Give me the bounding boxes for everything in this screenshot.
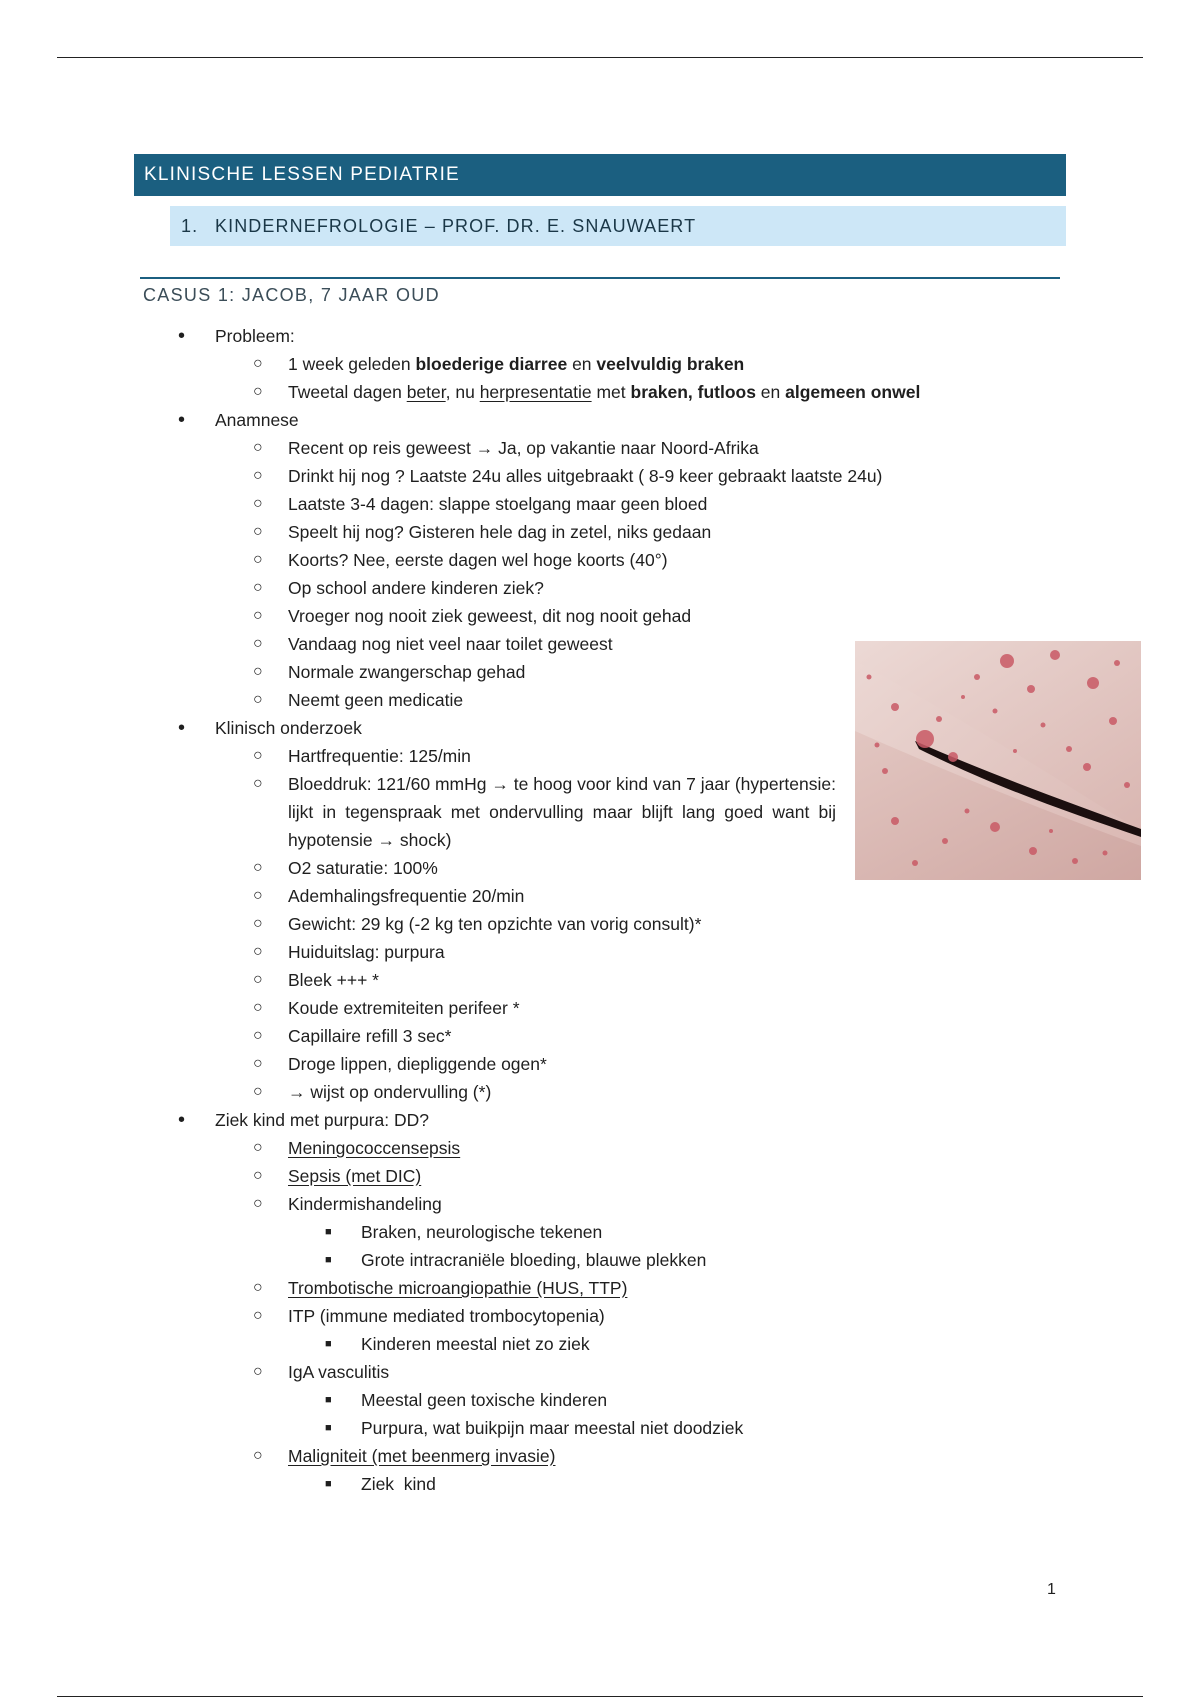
circle-bullet-icon: ○ xyxy=(253,551,263,568)
square-bullet-icon: ■ xyxy=(325,1226,332,1238)
page-bottom-rule xyxy=(57,1696,1143,1697)
circle-bullet-icon: ○ xyxy=(253,439,263,456)
page-top-rule xyxy=(57,57,1143,58)
section-number: 1. xyxy=(181,216,199,236)
bullet-icon: • xyxy=(178,1109,186,1131)
circle-bullet-icon: ○ xyxy=(253,859,263,876)
bullet-icon: • xyxy=(178,409,186,431)
square-bullet-icon: ■ xyxy=(325,1394,332,1406)
circle-bullet-icon: ○ xyxy=(253,495,263,512)
circle-bullet-icon: ○ xyxy=(253,579,263,596)
circle-bullet-icon: ○ xyxy=(253,467,263,484)
circle-bullet-icon: ○ xyxy=(253,1363,263,1380)
circle-bullet-icon: ○ xyxy=(253,607,263,624)
circle-bullet-icon: ○ xyxy=(253,1307,263,1324)
square-bullet-icon: ■ xyxy=(325,1422,332,1434)
circle-bullet-icon: ○ xyxy=(253,1195,263,1212)
circle-bullet-icon: ○ xyxy=(253,999,263,1016)
circle-bullet-icon: ○ xyxy=(253,1083,263,1100)
circle-bullet-icon: ○ xyxy=(253,1027,263,1044)
circle-bullet-icon: ○ xyxy=(253,887,263,904)
section-heading xyxy=(170,206,1066,246)
square-bullet-icon: ■ xyxy=(325,1338,332,1350)
circle-bullet-icon: ○ xyxy=(253,1139,263,1156)
circle-bullet-icon: ○ xyxy=(253,355,263,372)
case-heading-rule xyxy=(140,277,1060,279)
bullet-icon: • xyxy=(178,325,186,347)
circle-bullet-icon: ○ xyxy=(253,971,263,988)
circle-bullet-icon: ○ xyxy=(253,1279,263,1296)
circle-bullet-icon: ○ xyxy=(253,523,263,540)
circle-bullet-icon: ○ xyxy=(253,635,263,652)
purpura-photo-drawing xyxy=(855,641,1141,880)
bloeddruk-paragraph: Bloeddruk: 121/60 mmHg → te hoog voor kind van 7 jaar (hypertensie: lijkt in tegenspraak met ondervulling maar blijft lang goed want bij hypotensie → shock) xyxy=(288,774,836,850)
case-title: CASUS 1: JACOB, 7 JAAR OUD xyxy=(143,285,440,305)
circle-bullet-icon: ○ xyxy=(253,691,263,708)
circle-bullet-icon: ○ xyxy=(253,1055,263,1072)
circle-bullet-icon: ○ xyxy=(253,775,263,792)
circle-bullet-icon: ○ xyxy=(253,1447,263,1464)
circle-bullet-icon: ○ xyxy=(253,915,263,932)
page-number: 1 xyxy=(1047,1581,1056,1598)
bullet-icon: • xyxy=(178,717,186,739)
section-title: KINDERNEFROLOGIE – PROF. DR. E. SNAUWAERT xyxy=(215,216,697,236)
document-title: KLINISCHE LESSEN PEDIATRIE xyxy=(134,154,1066,196)
circle-bullet-icon: ○ xyxy=(253,747,263,764)
circle-bullet-icon: ○ xyxy=(253,383,263,400)
circle-bullet-icon: ○ xyxy=(253,943,263,960)
purpura-skin-photo xyxy=(855,641,1141,880)
circle-bullet-icon: ○ xyxy=(253,663,263,680)
square-bullet-icon: ■ xyxy=(325,1254,332,1266)
circle-bullet-icon: ○ xyxy=(253,1167,263,1184)
square-bullet-icon: ■ xyxy=(325,1478,332,1490)
